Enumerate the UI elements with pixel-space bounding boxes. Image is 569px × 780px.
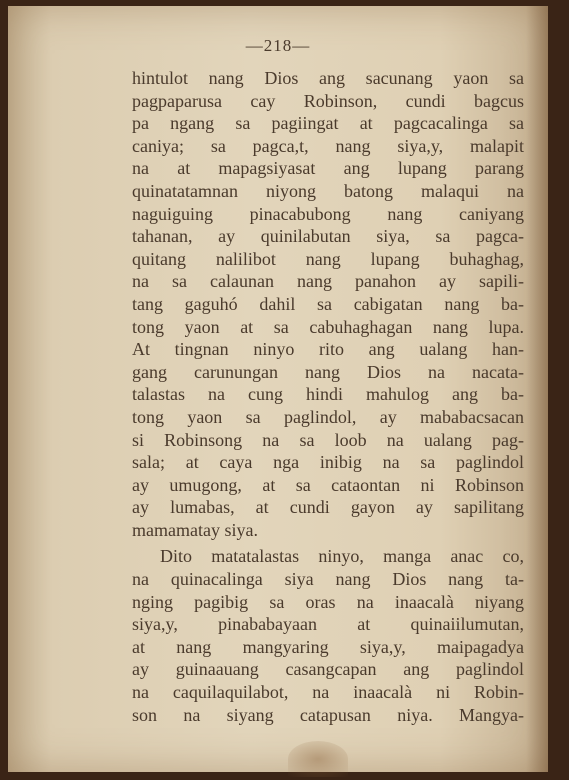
text-line: at nang mangyaring siya,y, maipagadya bbox=[132, 636, 524, 657]
text-line: si Robinsong na sa loob na ualang pag- bbox=[132, 429, 524, 450]
text-line: Dito matatalastas ninyo, manga anac co, bbox=[160, 546, 524, 567]
text-line: pagpaparusa cay Robinson, cundi bagcus bbox=[132, 90, 524, 111]
text-line: nging pagibig sa oras na inaacalà niyang bbox=[132, 591, 524, 612]
book-page bbox=[8, 6, 548, 772]
text-line: hintulot nang Dios ang sacunang yaon sa bbox=[132, 68, 524, 88]
text-line: caniya; sa pagca,t, nang siya,y, malapit bbox=[132, 135, 524, 156]
text-line: quitang nalilibot nang lupang buhaghag, bbox=[132, 248, 524, 269]
text-line: At tingnan ninyo rito ang ualang han- bbox=[132, 339, 524, 360]
page-stain bbox=[288, 741, 348, 777]
page-edge-shadow bbox=[526, 6, 548, 772]
text-line: talastas na cung hindi mahulog ang ba- bbox=[132, 384, 524, 405]
text-line: na caquilaquilabot, na inaacalà ni Robin- bbox=[132, 682, 524, 703]
text-line: tahanan, ay quinilabutan siya, sa pagca- bbox=[132, 226, 524, 247]
text-line: tong yaon at sa cabuhaghagan nang lupa. bbox=[132, 316, 524, 337]
text-line: ay umugong, at sa cataontan ni Robinson bbox=[132, 474, 524, 495]
text-line: gang carunungan nang Dios na nacata- bbox=[132, 361, 524, 382]
text-line: son na siyang catapusan niya. Mangya- bbox=[132, 704, 524, 725]
text-line: quinatatamnan niyong batong malaqui na bbox=[132, 180, 524, 201]
text-line: naguiguing pinacabubong nang caniyang bbox=[132, 203, 524, 224]
text-line: tong yaon sa paglindol, ay mababacsacan bbox=[132, 406, 524, 427]
page-number: —218— bbox=[245, 36, 311, 55]
text-line: mamamatay siya. bbox=[132, 519, 258, 540]
paragraph-2 bbox=[132, 545, 524, 726]
body-text bbox=[132, 67, 524, 726]
text-line: tang gaguhó dahil sa cabigatan nang ba- bbox=[132, 293, 524, 314]
text-line: pa ngang sa pagiingat at pagcacalinga sa bbox=[132, 113, 524, 134]
text-line: na sa calaunan nang panahon ay sapili- bbox=[132, 271, 524, 292]
text-line: ay guinaauang casangcapan ang paglindol bbox=[132, 659, 524, 680]
text-line: ay lumabas, at cundi gayon ay sapilitang bbox=[132, 497, 524, 518]
text-line: sala; at caya nga inibig na sa paglindol bbox=[132, 452, 524, 473]
text-line: na quinacalinga siya nang Dios nang ta- bbox=[132, 569, 524, 590]
paragraph-1 bbox=[132, 67, 524, 541]
text-line: na at mapagsiyasat ang lupang parang bbox=[132, 158, 524, 179]
text-line: siya,y, pinababayaan at quinaiilumutan, bbox=[132, 614, 524, 635]
